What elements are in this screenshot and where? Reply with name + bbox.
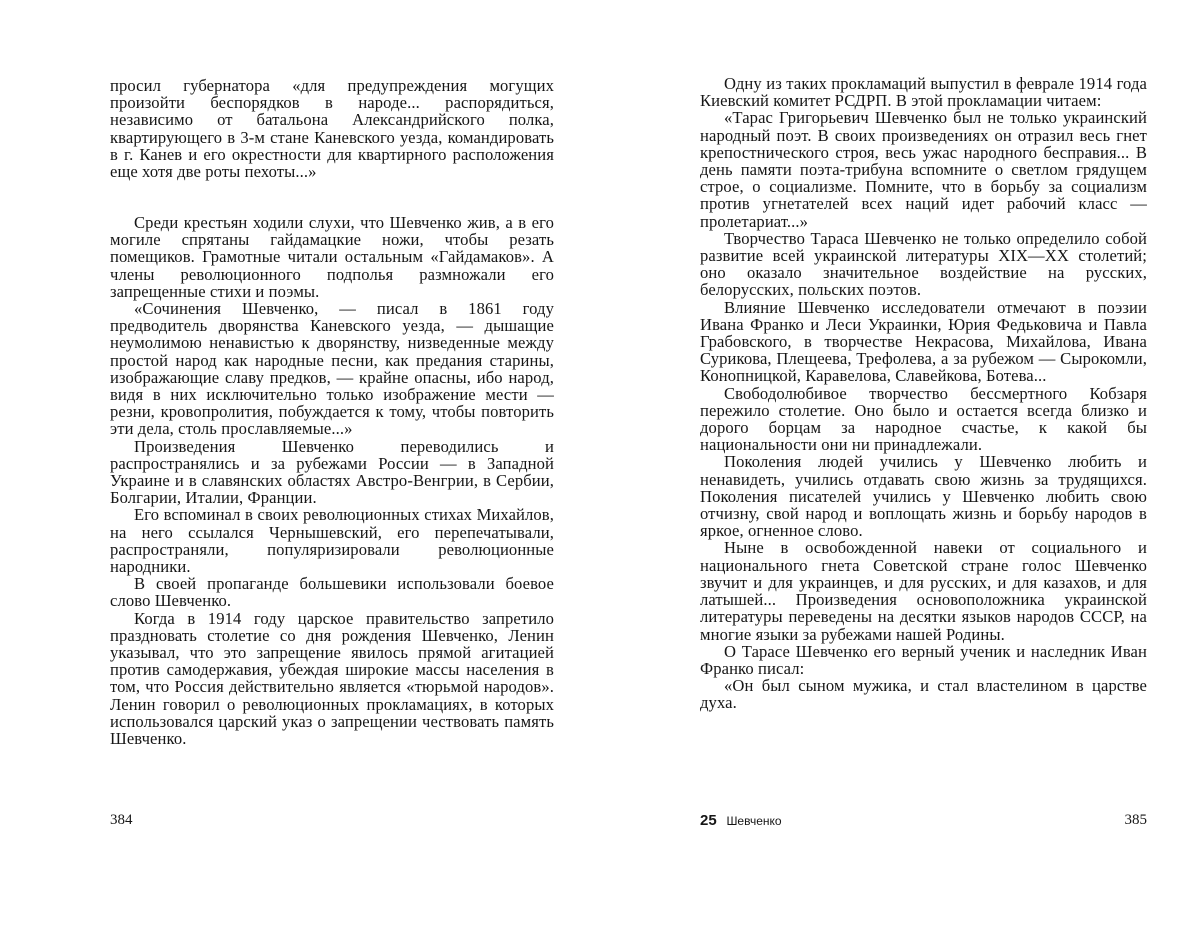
right-paragraph-6: Поколения людей учились у Шевченко любить и ненавидеть, учились отдавать свою жизнь за трудящихся. Поколения писателей учились у Шевченко любить свою отчизну, свой народ и воплощать жизнь и борьбу народов в яркое, огненное слово. [700,453,1147,539]
signature-number: 25 [700,812,717,829]
left-paragraph-4: Его вспоминал в своих революционных стихах Михайлов, на него ссылался Чернышевский, его перепечатывали, распространяли, популяризировали революционные народники. [110,506,554,575]
right-page [600,0,1200,944]
left-top-paragraph-block [110,77,554,180]
right-page-number: 385 [1125,812,1148,829]
right-paragraph-5: Свободолюбивое творчество бессмертного Кобзаря пережило столетие. Оно было и остается всегда близко и дорого борцам за народное счастье, к какой бы национальности они ни принадлежали. [700,385,1147,454]
right-paragraph-3: Творчество Тараса Шевченко не только определило собой развитие всей украинской литературы XIX—XX столетий; оно оказало значительное воздействие на русских, белорусских, польских поэтов. [700,230,1147,299]
right-paragraph-7: Ныне в освобожденной навеки от социального и национального гнета Советской стране голос Шевченко звучит и для украинцев, и для русских, и для казахов, и для латышей... Произведения основоположника украинской литературы переведены на десятки языков народов СССР, на многие языки за рубежами нашей Родины. [700,539,1147,642]
right-paragraph-1: Одну из таких прокламаций выпустил в феврале 1914 года Киевский комитет РСДРП. В этой прокламации читаем: [700,75,1147,109]
left-page-number: 384 [110,812,133,829]
left-paragraph-3: Произведения Шевченко переводились и распространялись и за рубежами России — в Западной Украине и в славянских областях Австро-Венгрии, в Сербии, Болгарии, Италии, Франции. [110,438,554,507]
left-page [0,0,600,944]
right-paragraph-8: О Тарасе Шевченко его верный ученик и наследник Иван Франко писал: [700,643,1147,677]
left-paragraph-5: В своей пропаганде большевики использовали боевое слово Шевченко. [110,575,554,609]
right-paragraph-9: «Он был сыном мужика, и стал властелином в царстве духа. [700,677,1147,711]
right-paragraph-4: Влияние Шевченко исследователи отмечают в поэзии Ивана Франко и Леси Украинки, Юрия Федьковича и Павла Грабовского, в творчестве Некрасова, Михайлова, Ивана Сурикова, Плещеева, Трефолева, а за рубежом — Сырокомли, Конопницкой, Каравелова, Славейкова, Ботева... [700,299,1147,385]
right-footer [700,812,1147,830]
left-paragraph-1: Среди крестьян ходили слухи, что Шевченко жив, а в его могиле спрятаны гайдамацкие ножи, чтобы резать помещиков. Грамотные читали остальным «Гайдамаков». А члены революционного подполья размножали его запрещенные стихи и поэмы. [110,214,554,300]
left-main-text [110,214,554,747]
signature-name: Шевченко [726,814,781,828]
left-top-paragraph: просил губернатора «для предупреждения могущих произойти беспорядков в народе... распорядиться, независимо от батальона Александрийского полка, квартирующего в 3-м стане Каневского уезда, командировать в г. Канев и его окрестности для квартирного расположения еще хотя две роты пехоты...» [110,77,554,180]
right-paragraph-2: «Тарас Григорьевич Шевченко был не только украинский народный поэт. В своих произведениях он отразил весь гнет крепостнического строя, весь ужас народного бесправия... В день памяти поэта-трибуна вспомните о светлом грядущем строе, о социализме. Помните, что в борьбу за социализм против угнетателей всех наций идет рабочий класс — пролетариат...» [700,109,1147,229]
right-main-text [700,75,1147,712]
left-paragraph-2: «Сочинения Шевченко, — писал в 1861 году предводитель дворянства Каневского уезда, — дышащие неумолимою ненавистью к дворянству, низведенные между простой народ как народные песни, как предания старины, изображающие славу предков, — крайне опасны, ибо народ, видя в них исключительно только изображение мести — резни, кровопролития, побуждается к тому, чтобы повторить эти дела, столь прославляемые...» [110,300,554,438]
left-paragraph-6: Когда в 1914 году царское правительство запретило праздновать столетие со дня рождения Шевченко, Ленин указывал, что это запрещение явилось прямой агитацией против самодержавия, убеждая широкие массы населения в том, что Россия действительно является «тюрьмой народов». Ленин говорил о революционных прокламациях, в которых использовался царский указ о запрещении чествовать память Шевченко. [110,610,554,748]
